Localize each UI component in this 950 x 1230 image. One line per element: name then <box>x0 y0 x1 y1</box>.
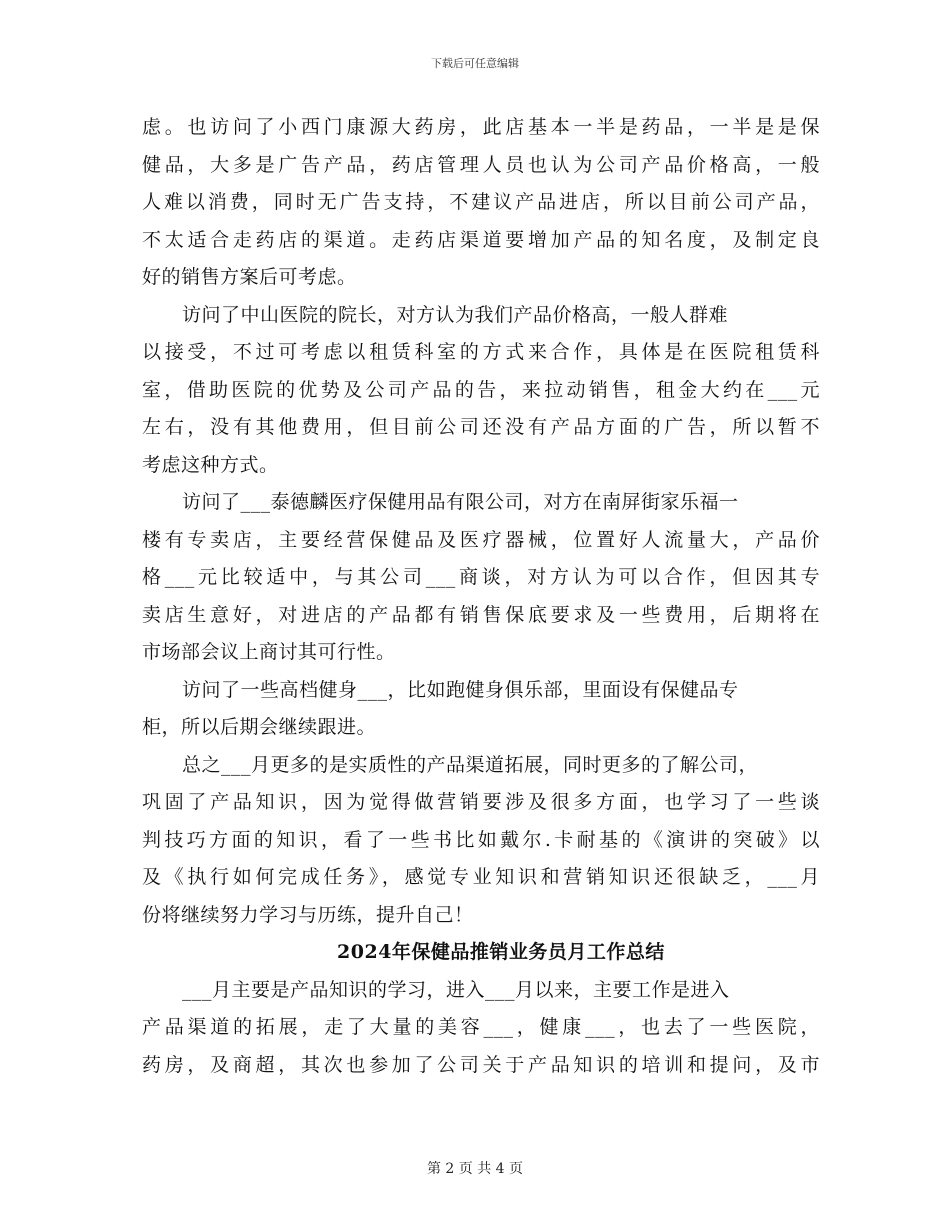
document-body <box>142 109 820 1084</box>
text-line: 室，借助医院的优势及公司产品的告，来拉动销售，租金大约在___元 <box>142 378 820 401</box>
text-line: 市场部会议上商讨其可行性。 <box>142 641 396 663</box>
text-line: 好的销售方案后可考虑。 <box>142 266 357 288</box>
text-line: 份将继续努力学习与历练，提升自己！ <box>142 903 474 926</box>
text-line: 人难以消费，同时无广告支持，不建议产品进店，所以目前公司产品， <box>142 191 820 213</box>
text-line: 不太适合走药店的渠道。走药店渠道要增加产品的知名度，及制定良 <box>142 228 820 251</box>
text-line: 产品渠道的拓展，走了大量的美容___，健康___，也去了一些医院， <box>142 1016 820 1038</box>
page-number: 第 2 页 共 4 页 <box>426 1161 524 1177</box>
text-line: 考虑这种方式。 <box>142 453 279 476</box>
text-line: 格___元比较适中，与其公司___商谈，对方认为可以合作，但因其专 <box>142 566 820 588</box>
text-line: 虑。也访问了小西门康源大药房，此店基本一半是药品，一半是是保 <box>142 116 820 138</box>
paragraph-start: ___月主要是产品知识的学习，进入___月以来，主要工作是进入 <box>182 978 730 1001</box>
text-line: 及《执行如何完成任务》，感觉专业知识和营销知识还很缺乏，___月 <box>142 866 820 888</box>
text-line: 健品，大多是广告产品，药店管理人员也认为公司产品价格高，一般 <box>142 153 820 176</box>
text-line: 药房，及商超，其次也参加了公司关于产品知识的培训和提问，及市 <box>142 1053 820 1076</box>
paragraph-start: 访问了___泰德麟医疗保健用品有限公司，对方在南屏街家乐福一 <box>182 491 739 513</box>
page-header-note: 下载后可任意编辑 <box>431 57 519 70</box>
text-line: 以接受，不过可考虑以租赁科室的方式来合作，具体是在医院租赁科 <box>142 341 820 363</box>
paragraph-start: 访问了一些高档健身___，比如跑健身俱乐部，里面设有保健品专 <box>182 678 739 701</box>
text-line: 卖店生意好，对进店的产品都有销售保底要求及一些费用，后期将在 <box>142 603 820 626</box>
paragraph-start: 总之___月更多的是实质性的产品渠道拓展，同时更多的了解公司， <box>182 753 759 776</box>
paragraph-start: 访问了中山医院的院长，对方认为我们产品价格高，一般人群难 <box>182 303 729 326</box>
text-line: 判技巧方面的知识，看了一些书比如戴尔.卡耐基的《演讲的突破》以 <box>142 828 820 851</box>
text-line: 楼有专卖店，主要经营保健品及医疗器械，位置好人流量大，产品价 <box>142 528 820 551</box>
text-line: 左右，没有其他费用，但目前公司还没有产品方面的广告，所以暂不 <box>142 416 820 438</box>
text-line: 柜，所以后期会继续跟进。 <box>142 716 377 738</box>
text-line: 巩固了产品知识，因为觉得做营销要涉及很多方面，也学习了一些谈 <box>142 791 820 813</box>
section-title: 2024年保健品推销业务员月工作总结 <box>337 941 665 963</box>
